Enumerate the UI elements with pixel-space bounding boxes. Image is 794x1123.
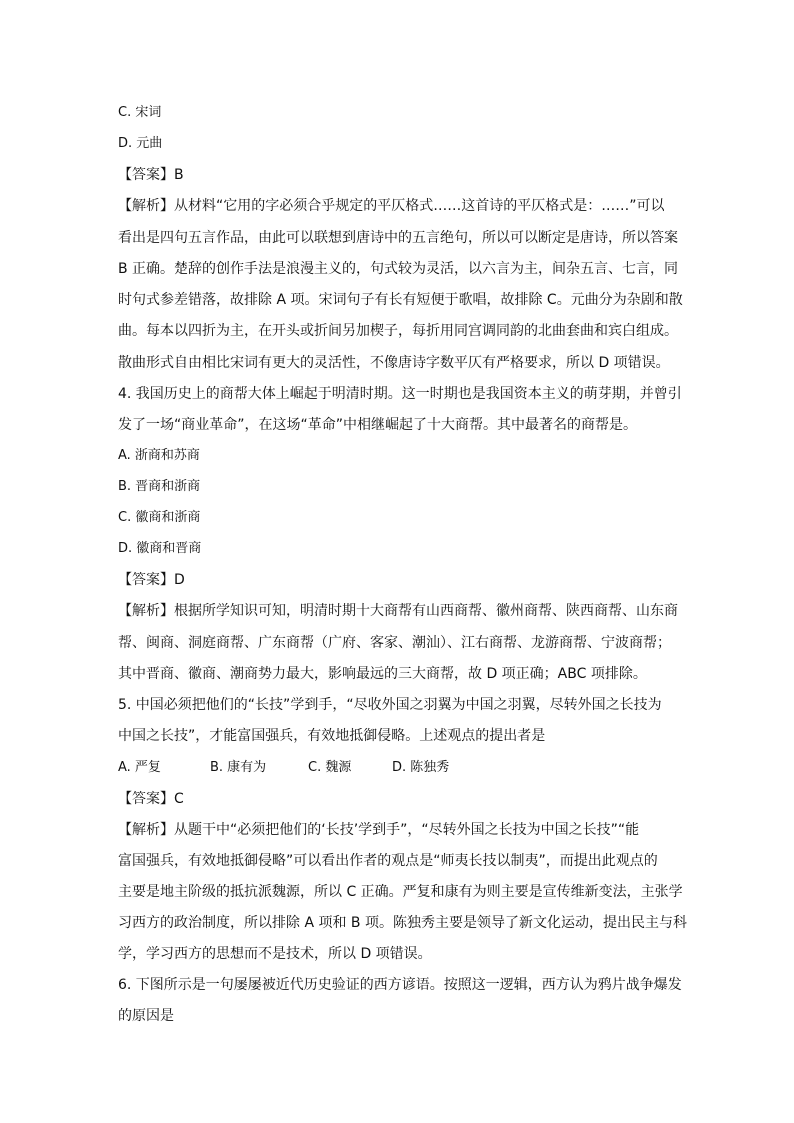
q3-analysis-line: 时句式参差错落，故排除 A 项。宋词句子有长有短便于歌唱，故排除 C。元曲分为杂剧和散 bbox=[118, 292, 683, 308]
q4-option-a: A. 浙商和苏商 bbox=[118, 448, 200, 463]
q4-answer: 【答案】D bbox=[118, 572, 185, 588]
q5-stem-line: 中国之长技”，才能富国强兵，有效地抵御侵略。上述观点的提出者是 bbox=[118, 728, 546, 744]
q4-option-b: B. 晋商和浙商 bbox=[118, 479, 201, 494]
q6-stem-line: 的原因是 bbox=[118, 1008, 174, 1024]
q3-answer: 【答案】B bbox=[118, 167, 184, 183]
q3-option-c: C. 宋词 bbox=[118, 105, 162, 120]
q3-analysis-line: 散曲形式自由相比宋词有更大的灵活性，不像唐诗字数平仄有严格要求，所以 D 项错误。 bbox=[118, 355, 670, 371]
q4-analysis-line: 其中晋商、徽商、潮商势力最大，影响最远的三大商帮，故 D 项正确；ABC 项排除。 bbox=[118, 666, 647, 682]
q5-option-b: B. 康有为 bbox=[210, 760, 267, 775]
q4-option-c: C. 徽商和浙商 bbox=[118, 510, 201, 525]
q4-stem-line: 4. 我国历史上的商帮大体上崛起于明清时期。这一时期也是我国资本主义的萌芽期，并曾引 bbox=[118, 386, 682, 402]
q5-analysis-line: 习西方的政治制度，所以排除 A 项和 B 项。陈独秀主要是领导了新文化运动，提出民主与科 bbox=[118, 915, 687, 931]
q4-analysis-line: 帮、闽商、洞庭商帮、广东商帮（广府、客家、潮汕）、江右商帮、龙游商帮、宁波商帮； bbox=[118, 635, 671, 651]
q4-option-d: D. 徽商和晋商 bbox=[118, 541, 202, 556]
q5-stem-line: 5. 中国必须把他们的“长技”学到手，“尽收外国之羽翼为中国之羽翼，尽转外国之长技为 bbox=[118, 697, 662, 713]
q4-analysis-line: 【解析】根据所学知识可知，明清时期十大商帮有山西商帮、徽州商帮、陕西商帮、山东商 bbox=[118, 603, 678, 619]
q5-option-d: D. 陈独秀 bbox=[392, 760, 450, 775]
q3-analysis-line: 曲。每本以四折为主，在开头或折间另加楔子，每折用同宫调同韵的北曲套曲和宾白组成。 bbox=[118, 323, 678, 339]
q5-analysis-line: 学，学习西方的思想而不是技术，所以 D 项错误。 bbox=[118, 946, 432, 962]
q5-analysis-line: 主要是地主阶级的抵抗派魏源，所以 C 正确。严复和康有为则主要是宣传维新变法，主张学 bbox=[118, 884, 683, 900]
q5-analysis-line: 富国强兵，有效地抵御侵略”可以看出作者的观点是“师夷长技以制夷”，而提出此观点的 bbox=[118, 853, 658, 869]
q5-answer: 【答案】C bbox=[118, 791, 184, 807]
q3-option-d: D. 元曲 bbox=[118, 136, 163, 151]
q5-option-c: C. 魏源 bbox=[308, 760, 352, 775]
q4-stem-line: 发了一场“商业革命”，在这场“革命”中相继崛起了十大商帮。其中最著名的商帮是。 bbox=[118, 417, 638, 433]
q3-analysis-line: B 正确。楚辞的创作手法是浪漫主义的，句式较为灵活，以六言为主，间杂五言、七言，同 bbox=[118, 261, 679, 277]
q3-analysis-line: 看出是四句五言作品，由此可以联想到唐诗中的五言绝句，所以可以断定是唐诗，所以答案 bbox=[118, 230, 678, 246]
q5-option-a: A. 严复 bbox=[118, 760, 161, 775]
q3-analysis-line: 【解析】从材料“它用的字必须合乎规定的平仄格式……这首诗的平仄格式是：……”可以 bbox=[118, 198, 665, 214]
q5-options bbox=[118, 758, 449, 778]
q6-stem-line: 6. 下图所示是一句屡屡被近代历史验证的西方谚语。按照这一逻辑，西方认为鸦片战争爆发 bbox=[118, 977, 682, 993]
q5-analysis-line: 【解析】从题干中“必须把他们的‘长技’学到手”，“尽转外国之长技为中国之长技”“能 bbox=[118, 822, 640, 838]
